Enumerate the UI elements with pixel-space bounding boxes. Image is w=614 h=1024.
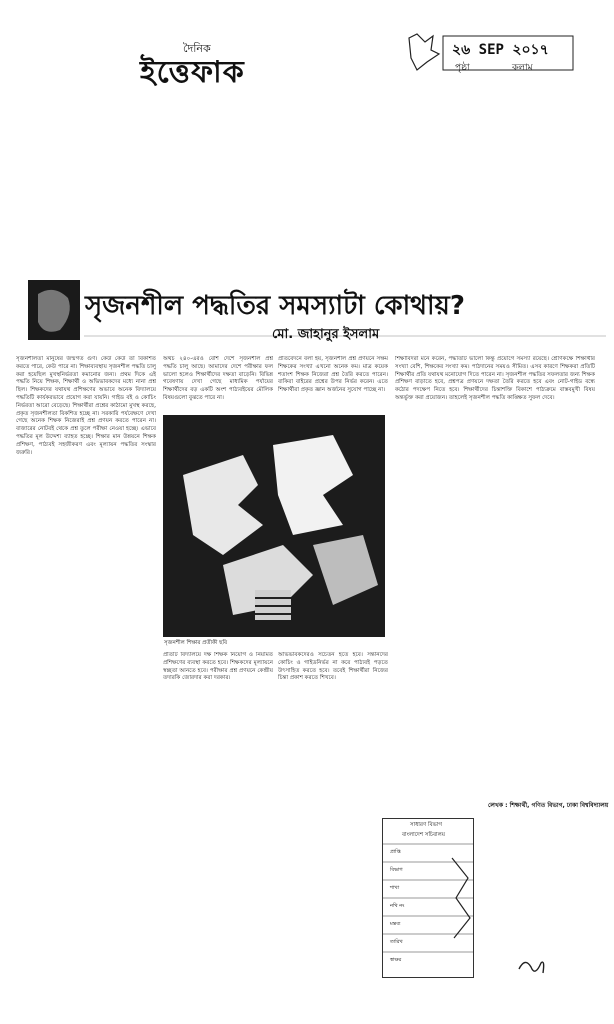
photo-caption: সৃজনশীল শিক্ষার প্রতীকী ছবি [164, 640, 228, 646]
newspaper-small-label: দৈনিক [183, 42, 211, 55]
slip-title: সাধারণ বিভাগ [410, 822, 442, 828]
article-column-3 [278, 356, 388, 411]
stamp-page-label: পৃষ্ঠা [455, 63, 470, 73]
article-photo [163, 415, 385, 637]
headline: সৃজনশীল পদ্ধতির সমস্যাটা কোথায়? [85, 291, 465, 321]
newspaper-name: ইত্তেফাক [140, 55, 245, 90]
slip-row: তারিখ [390, 939, 403, 945]
article-column-2-text: অথচ ২৪০-এরও বেশি দেশে সৃজনশীল প্রশ্ন পদ্ধতি চালু আছে। আমাদের দেশে পরীক্ষার ফল ভালো হলেও শিক্ষার্থীদের দক্ষতা বাড়েনি। বিভিন্ন গবেষণায় দেখা গেছে মাধ্যমিক পর্যায়ের শিক্ষার্থীদের বড় একটি অংশ পাঠ্যবইয়ের মৌলিক বিষয়গুলো বুঝতে পারে না। [163, 356, 273, 401]
slip-row: নথি নং [390, 903, 405, 909]
byline: মো. জাহানুর ইসলাম [272, 327, 380, 342]
article-column-3-text: প্রতিবেদনে বলা হয়, সৃজনশীল প্রশ্ন প্রণয়নে সক্ষম শিক্ষকের সংখ্যা এখনো অনেক কম। মাত্র কয়েক শতাংশ শিক্ষক নিজেরা প্রশ্ন তৈরি করতে পারেন। বাকিরা বাইরের প্রশ্নের উপর নির্ভর করেন। এতে শিক্ষার্থীরা প্রকৃত জ্ঞান অর্জনের সুযোগ পাচ্ছে না। [278, 356, 388, 394]
signature-scribble [517, 955, 547, 981]
slip-row: বিভাগ [390, 867, 403, 873]
author-note: লেখক : শিক্ষার্থী, গণিত বিভাগ, ঢাকা বিশ্ববিদ্যালয় [488, 802, 609, 809]
article-column-4-text: শিক্ষাবিদরা মনে করেন, পদ্ধতিটি ভালো কিন্তু প্রয়োগে সমস্যা রয়েছে। শ্রেণিকক্ষে শিক্ষার্থীর সংখ্যা বেশি, শিক্ষকের সংখ্যা কম। পাঠদানের সময়ও সীমিত। এসব কারণে শিক্ষকরা প্রতিটি শিক্ষার্থীর প্রতি যথাযথ মনোযোগ দিতে পারেন না। সৃজনশীল পদ্ধতির সফলতার জন্য শিক্ষক প্রশিক্ষণ বাড়াতে হবে, প্রশ্নপত্র প্রণয়নে দক্ষতা তৈরি করতে হবে এবং নোট-গাইড বন্ধে কঠোর পদক্ষেপ নিতে হবে। শিক্ষার্থীদের চিন্তাশক্তি বিকাশে পাঠ্যক্রমে বাস্তবমুখী বিষয় অন্তর্ভুক্ত করা প্রয়োজন। তাহলেই সৃজনশীল পদ্ধতি কাঙ্ক্ষিত সুফল দেবে। [395, 356, 595, 401]
slip-row: শাখা [390, 885, 400, 891]
article-column-3-lower-text: অভিভাবকদেরও সচেতন হতে হবে। সন্তানদের কোচিং ও গাইডনির্ভর না করে পাঠ্যবই পড়তে উৎসাহিত করতে হবে। তবেই শিক্ষার্থীরা নিজের চিন্তা প্রকাশ করতে শিখবে। [278, 652, 388, 682]
slip-row: মন্তব্য [390, 921, 401, 927]
slip-row: স্বাক্ষর [390, 957, 402, 963]
slip-row: প্রাপ্তি [390, 849, 401, 855]
article-column-2-lower-text: প্রতিটি বিদ্যালয়ে দক্ষ শিক্ষক নিয়োগ ও নিয়মিত প্রশিক্ষণের ব্যবস্থা করতে হবে। শিক্ষকদের মূল্যায়নে স্বচ্ছতা আনতে হবে। পরীক্ষার প্রশ্ন প্রণয়নে কেন্দ্রীয় তদারকি জোরদার করা দরকার। [163, 652, 273, 682]
article-column-3-lower [278, 652, 388, 757]
routing-slip [382, 818, 474, 978]
article-column-1 [16, 356, 156, 756]
stamp-column-label: কলাম [512, 63, 533, 73]
article-column-2 [163, 356, 273, 411]
stamp-date: ২৬ SEP ২০১৭ [452, 42, 549, 58]
article-column-4 [395, 356, 595, 796]
article-column-2-lower [163, 652, 273, 757]
article-column-1-text: সৃজনশীলতা মানুষের জন্মগত গুণ। কেউ কেউ তা বিকশিত করতে পারে, কেউ পারে না। শিক্ষাব্যবস্থায় সৃজনশীল পদ্ধতি চালু করা হয়েছিল মুখস্থনির্ভরতা কমানোর জন্য। প্রথম দিকে এই পদ্ধতি নিয়ে শিক্ষক, শিক্ষার্থী ও অভিভাবকদের মধ্যে নানা প্রশ্ন ছিল। শিক্ষকদের যথাযথ প্রশিক্ষণের অভাবে অনেক বিদ্যালয়ে পদ্ধতিটি কার্যকরভাবে প্রয়োগ করা যায়নি। গাইড বই ও কোচিং নির্ভরতা আরো বেড়েছে। শিক্ষার্থীরা প্রশ্নের কাঠামো মুখস্থ করছে, প্রকৃত সৃজনশীলতা বিকশিত হচ্ছে না। সরকারি পর্যবেক্ষণে দেখা গেছে অনেক শিক্ষক নিজেরাই প্রশ্ন প্রণয়ন করতে পারেন না। বাজারের নোটবই থেকে প্রশ্ন তুলে পরীক্ষা নেওয়া হচ্ছে। এভাবে পদ্ধতির মূল উদ্দেশ্য ব্যাহত হচ্ছে। শিক্ষার মান উন্নয়নে শিক্ষক প্রশিক্ষণ, পাঠ্যবই সহজীকরণ এবং মূল্যায়ন পদ্ধতির সংস্কার জরুরি। [16, 356, 156, 456]
slip-subtitle: বাংলাদেশ সচিবালয় [402, 832, 445, 838]
